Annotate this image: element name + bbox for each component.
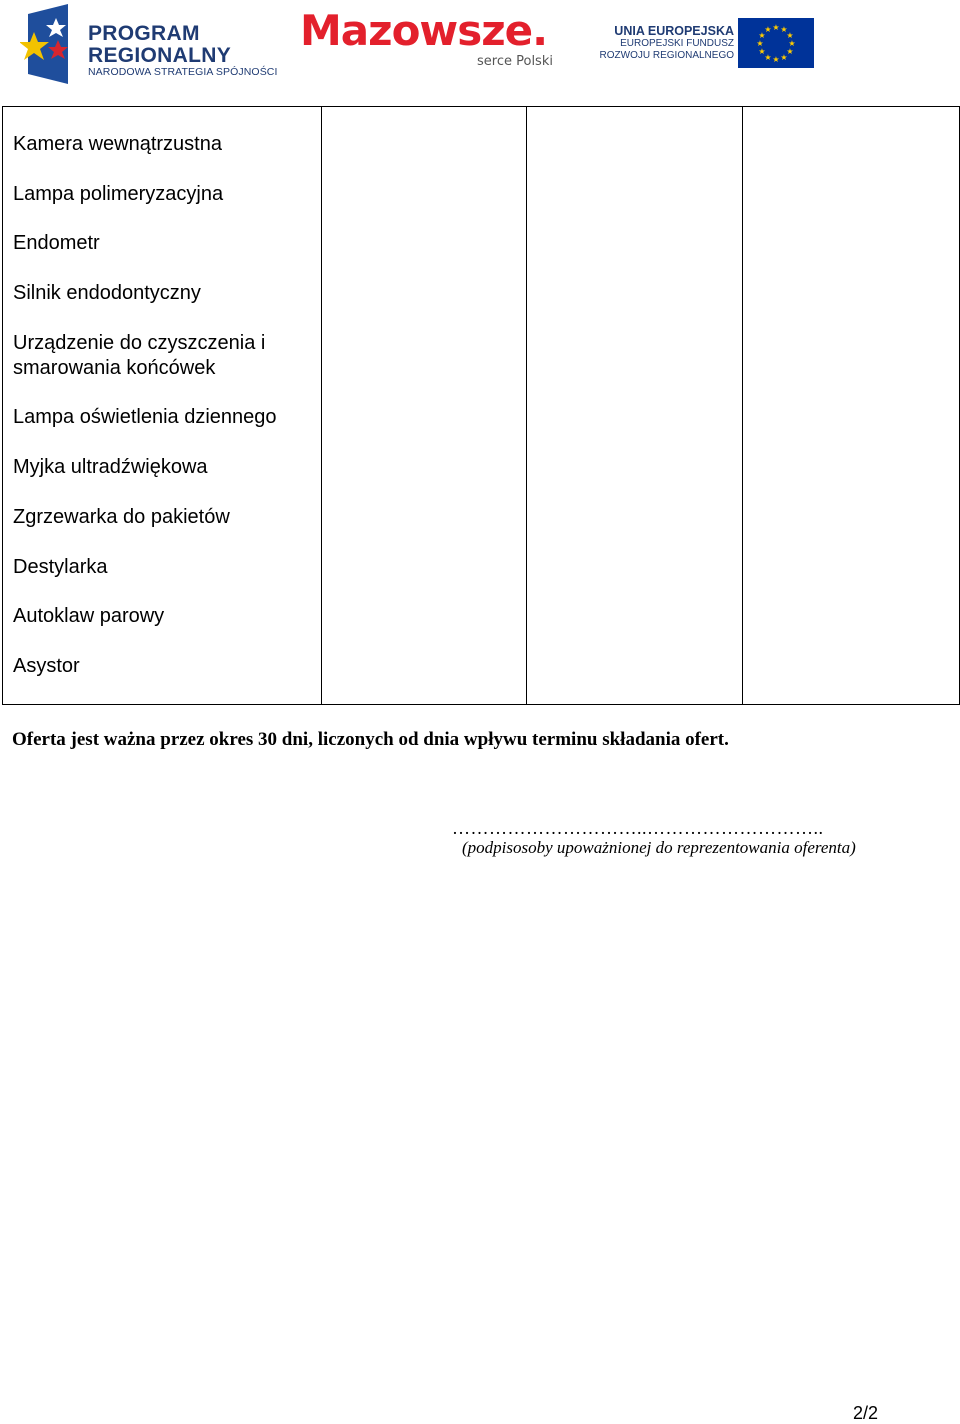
svg-text:★: ★ (786, 31, 794, 40)
svg-text:★: ★ (764, 53, 772, 62)
program-star-emblem-icon (20, 4, 80, 84)
equipment-table-wrapper (2, 106, 960, 705)
list-item: Zgrzewarka do pakietów (13, 505, 230, 528)
signature-caption: (podpisosoby upoważnionej do reprezentowania oferenta) (462, 838, 856, 857)
program-logo-line3: NARODOWA STRATEGIA SPÓJNOŚCI (88, 66, 278, 78)
equipment-names-cell (3, 107, 322, 705)
list-item: Destylarka (13, 555, 108, 578)
eu-logo-line3: ROZWOJU REGIONALNEGO (599, 50, 734, 61)
svg-text:★: ★ (780, 25, 788, 34)
empty-cell (527, 107, 743, 705)
offer-validity-note: Oferta jest ważna przez okres 30 dni, liczonych od dnia wpływu terminu składania ofert. (12, 729, 729, 750)
list-item: Myjka ultradźwiękowa (13, 456, 208, 479)
list-item: Kamera wewnątrzustna (13, 133, 222, 155)
eu-flag-icon (738, 18, 814, 68)
eu-logo-text (600, 24, 734, 62)
mazowsze-logo (300, 6, 560, 78)
program-logo-line2: REGIONALNY (88, 44, 232, 67)
empty-cell (743, 107, 960, 705)
svg-text:★: ★ (758, 31, 766, 40)
mazowsze-wordmark: Mazowsze. (300, 6, 548, 55)
program-regionalny-logo (20, 4, 278, 84)
signature-line: …………………………..……………………….. (452, 818, 824, 838)
program-logo-line1: PROGRAM (88, 22, 200, 45)
svg-text:★: ★ (772, 23, 780, 32)
list-item: Lampa polimeryzacyjna (13, 182, 224, 205)
list-item: Autoklaw parowy (13, 605, 165, 628)
eu-logo-line1: UNIA EUROPEJSKA (614, 24, 734, 38)
svg-text:★: ★ (758, 47, 766, 56)
eu-logo (596, 16, 816, 72)
svg-text:★: ★ (772, 55, 780, 64)
svg-text:★: ★ (756, 39, 764, 48)
list-item: Urządzenie do czyszczenia i smarowania końcówek (13, 331, 266, 379)
list-item: Endometr (13, 232, 100, 255)
table-row (3, 107, 960, 705)
svg-text:★: ★ (788, 39, 796, 48)
mazowsze-tagline: serce Polski (477, 54, 553, 69)
empty-cell (322, 107, 527, 705)
svg-text:★: ★ (786, 47, 794, 56)
list-item: Asystor (13, 654, 80, 677)
svg-text:★: ★ (780, 53, 788, 62)
svg-text:★: ★ (764, 25, 772, 34)
equipment-table (2, 106, 960, 705)
equipment-list (3, 107, 321, 679)
list-item: Silnik endodontyczny (13, 282, 201, 305)
list-item: Lampa oświetlenia dziennego (13, 406, 277, 429)
page-number: 2/2 (852, 1403, 878, 1423)
eu-logo-line2: EUROPEJSKI FUNDUSZ (620, 38, 734, 49)
page-header (0, 0, 960, 90)
